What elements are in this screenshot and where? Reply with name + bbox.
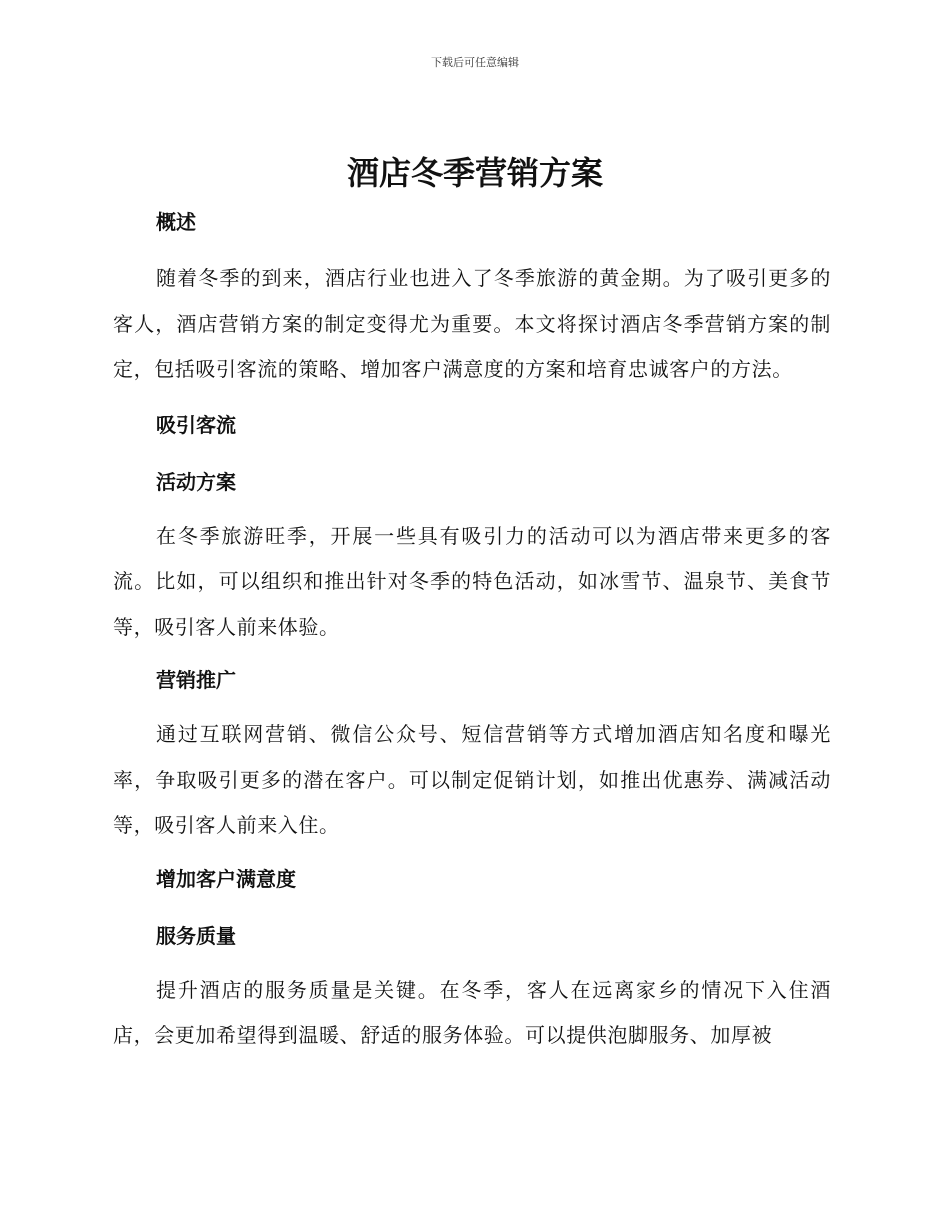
document-body: [113, 204, 831, 1059]
heading-overview: 概述: [156, 210, 196, 234]
paragraph-activity-plan: 在冬季旅游旺季，开展一些具有吸引力的活动可以为酒店带来更多的客流。比如，可以组织和推出针对冬季的特色活动，如冰雪节、温泉节、美食节等，吸引客人前来体验。: [113, 523, 831, 639]
paragraph-overview: 随着冬季的到来，酒店行业也进入了冬季旅游的黄金期。为了吸引更多的客人，酒店营销方案的制定变得尤为重要。本文将探讨酒店冬季营销方案的制定，包括吸引客流的策略、增加客户满意度的方案和培育忠诚客户的方法。: [113, 266, 831, 381]
heading-attract-customers: 吸引客流: [156, 412, 236, 437]
heading-service-quality: 服务质量: [156, 923, 236, 948]
page-header-note: 下载后可任意编辑: [431, 56, 519, 69]
heading-marketing-promotion: 营销推广: [156, 668, 236, 692]
paragraph-service-quality: 提升酒店的服务质量是关键。在冬季，客人在远离家乡的情况下入住酒店，会更加希望得到温暖、舒适的服务体验。可以提供泡脚服务、加厚被: [113, 977, 831, 1047]
paragraph-marketing-promotion: 通过互联网营销、微信公众号、短信营销等方式增加酒店知名度和曝光率，争取吸引更多的潜在客户。可以制定促销计划，如推出优惠券、满减活动等，吸引客人前来入住。: [113, 722, 831, 837]
heading-activity-plan: 活动方案: [156, 469, 236, 494]
heading-customer-satisfaction: 增加客户满意度: [156, 866, 296, 891]
document-title: 酒店冬季营销方案: [346, 154, 603, 192]
